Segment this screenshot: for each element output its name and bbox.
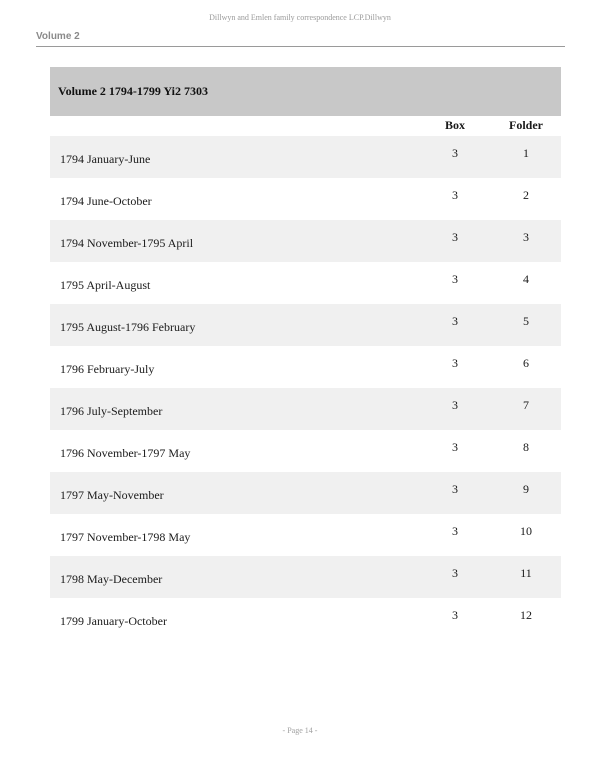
row-folder: 8 [523,440,529,454]
table-row [50,346,561,388]
section-label: Volume 2 [36,31,80,42]
table-row [50,304,561,346]
row-date: 1794 November-1795 April [60,236,194,250]
row-folder: 2 [523,188,529,202]
table-row [50,136,561,178]
row-folder: 11 [520,566,532,580]
row-box: 3 [452,314,458,328]
row-folder: 6 [523,356,529,370]
table-row [50,178,561,220]
box-column-header: Box [444,118,465,132]
row-box: 3 [452,440,458,454]
row-box: 3 [452,230,458,244]
row-folder: 7 [523,398,529,412]
row-box: 3 [452,566,458,580]
row-box: 3 [452,272,458,286]
row-date: 1799 January-October [60,614,167,628]
row-box: 3 [452,482,458,496]
table-row [50,430,561,472]
row-folder: 5 [523,314,529,328]
row-date: 1796 February-July [60,362,155,376]
table-row [50,388,561,430]
folder-column-header: Folder [509,118,543,132]
table-row [50,514,561,556]
table-row [50,598,561,640]
running-header: Dillwyn and Emlen family correspondence LCP.Dillwyn [209,13,391,22]
row-date: 1796 November-1797 May [60,446,191,460]
column-headers [50,116,561,136]
table-row [50,262,561,304]
table-row [50,220,561,262]
table-row [50,556,561,598]
row-box: 3 [452,356,458,370]
row-folder: 4 [523,272,529,286]
row-box: 3 [452,398,458,412]
header-rule [36,46,565,47]
page-footer: - Page 14 - [282,726,318,735]
row-box: 3 [452,524,458,538]
row-date: 1795 August-1796 February [60,320,196,334]
row-folder: 3 [523,230,529,244]
table-row [50,472,561,514]
series-header: Volume 2 1794-1799 Yi2 7303 [50,67,561,116]
row-date: 1797 May-November [60,488,164,502]
container-list [50,67,561,640]
row-folder: 12 [520,608,532,622]
row-box: 3 [452,146,458,160]
row-folder: 9 [523,482,529,496]
row-date: 1795 April-August [60,278,151,292]
row-box: 3 [452,188,458,202]
row-date: 1797 November-1798 May [60,530,191,544]
row-date: 1796 July-September [60,404,163,418]
row-box: 3 [452,608,458,622]
row-folder: 1 [523,146,529,160]
row-date: 1798 May-December [60,572,163,586]
row-date: 1794 January-June [60,152,151,166]
row-date: 1794 June-October [60,194,152,208]
row-folder: 10 [520,524,532,538]
